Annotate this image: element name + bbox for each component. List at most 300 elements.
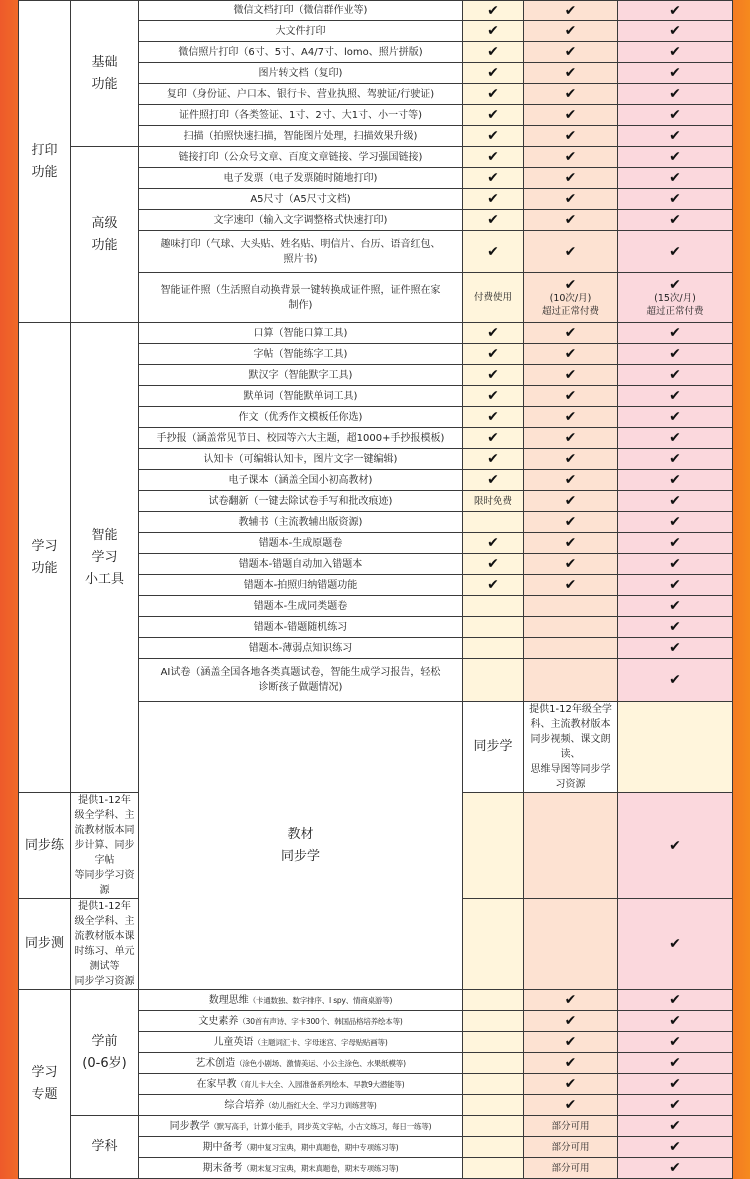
tier2-cell (524, 617, 618, 638)
feature-cell (139, 990, 463, 1011)
partial-note: 部分可用 (551, 1120, 590, 1132)
feature-label: 错题本-薄弱点知识练习 (248, 642, 353, 654)
check-icon: ✔ (564, 276, 577, 293)
check-icon: ✔ (564, 577, 577, 593)
check-icon: ✔ (564, 346, 577, 362)
category-label: 教材 同步学 (280, 826, 320, 864)
tier1-cell (463, 1158, 524, 1179)
feature-cell (139, 407, 463, 428)
feature-label: AI试卷（涵盖全国各地各类真题试卷，智能生成学习报告，轻松 诊断孩子做题情况) (160, 667, 441, 693)
check-icon: ✔ (487, 409, 499, 425)
overage-note: 超过正常付费 (646, 305, 704, 317)
tier2-cell (524, 63, 618, 84)
check-icon: ✔ (564, 243, 577, 260)
tier1-cell (463, 344, 524, 365)
tier3-cell (618, 899, 733, 990)
feature-label: 错题本-拍照归纳错题功能 (243, 579, 358, 591)
table-row (19, 323, 733, 344)
check-icon: ✔ (669, 388, 681, 404)
feature-label: 链接打印（公众号文章、百度文章链接、学习强国链接) (178, 151, 423, 163)
tier2-cell (524, 126, 618, 147)
tier2-cell (524, 189, 618, 210)
tier1-cell (463, 323, 524, 344)
check-icon: ✔ (669, 514, 681, 530)
check-icon: ✔ (564, 325, 577, 341)
feature-label: 图片转文档（复印) (258, 67, 343, 79)
tier3-cell (618, 21, 733, 42)
check-icon: ✔ (487, 128, 499, 144)
tier2-cell (524, 147, 618, 168)
check-icon: ✔ (669, 276, 681, 293)
tier2-cell (524, 386, 618, 407)
feature-comparison-table (18, 0, 733, 1179)
feature-cell (139, 1032, 463, 1053)
tier2-cell (524, 659, 618, 702)
check-icon: ✔ (669, 409, 681, 425)
feature-label: 微信照片打印（6寸、5寸、A4/7寸、lomo、照片拼版) (178, 46, 423, 58)
tier1-cell (463, 189, 524, 210)
check-icon: ✔ (564, 493, 577, 509)
feature-cell (139, 323, 463, 344)
check-icon: ✔ (487, 107, 499, 123)
tier2-cell (524, 990, 618, 1011)
check-icon: ✔ (487, 212, 499, 228)
tier3-cell (618, 126, 733, 147)
feature-label: 期末备考 (202, 1162, 243, 1174)
check-icon: ✔ (564, 1034, 577, 1050)
feature-label: 教辅书（主流教辅出版资源) (238, 516, 363, 528)
tier1-cell (463, 105, 524, 126)
tier3-cell (618, 554, 733, 575)
tier2-cell (524, 1095, 618, 1116)
feature-cell (139, 512, 463, 533)
feature-cell (139, 1011, 463, 1032)
subcategory-label: 智能 学习 小工具 (84, 527, 124, 587)
feature-cell (139, 1053, 463, 1074)
tier3-cell (618, 1032, 733, 1053)
subcategory-label: 学前 (0-6岁) (82, 1033, 127, 1071)
tier2-cell (524, 365, 618, 386)
check-icon: ✔ (669, 577, 681, 593)
feature-label: 综合培养 (224, 1099, 265, 1111)
tier2-cell (524, 533, 618, 554)
tier3-cell (618, 449, 733, 470)
check-icon: ✔ (669, 1139, 681, 1155)
feature-label: 手抄报（涵盖常见节日、校园等六大主题，超1000+手抄报模板) (156, 432, 445, 444)
tier3-cell (618, 1116, 733, 1137)
subcategory-label: 学科 (91, 1139, 118, 1154)
feature-label: 默汉字（智能默字工具) (248, 369, 353, 381)
subcategory-label: 同步学 (473, 739, 513, 754)
tier3-cell (618, 231, 733, 273)
tier3-cell (618, 1137, 733, 1158)
tier1-cell (463, 365, 524, 386)
tier3-cell (618, 596, 733, 617)
tier1-cell (463, 1053, 524, 1074)
check-icon: ✔ (564, 556, 577, 572)
check-icon: ✔ (669, 44, 681, 60)
tier1-cell (463, 386, 524, 407)
subcategory-preschool (71, 990, 139, 1116)
feature-label: 错题本-错题自动加入错题本 (238, 558, 363, 570)
check-icon: ✔ (487, 191, 499, 207)
tier1-cell (463, 231, 524, 273)
feature-label: 提供1-12年级全学科、主流教材版本同步计算、同步字帖 等同步学习资源 (74, 795, 135, 896)
check-icon: ✔ (564, 1076, 577, 1092)
tier1-cell (463, 533, 524, 554)
tier3-cell (618, 1, 733, 21)
check-icon: ✔ (564, 212, 577, 228)
tier2-cell (524, 323, 618, 344)
check-icon: ✔ (564, 107, 577, 123)
tier3-cell (618, 533, 733, 554)
feature-label: 扫描（拍照快速扫描，智能图片处理，扫描效果升级) (183, 130, 418, 142)
feature-label: 错题本-生成同类题卷 (253, 600, 348, 612)
check-icon: ✔ (669, 1097, 681, 1113)
tier3-cell (618, 793, 733, 899)
tier1-cell (463, 84, 524, 105)
category-topic (19, 990, 71, 1179)
feature-detail: （主题词汇卡、字母迷宫、字母贴贴画等) (253, 1037, 388, 1047)
tier1-cell (463, 1, 524, 21)
partial-note: 部分可用 (551, 1162, 590, 1174)
check-icon: ✔ (487, 325, 499, 341)
feature-detail: （30首有声诗、字卡300个、韩国品格培养绘本等) (238, 1016, 403, 1026)
feature-cell (139, 533, 463, 554)
feature-cell (139, 554, 463, 575)
tier2-cell (524, 470, 618, 491)
check-icon: ✔ (669, 107, 681, 123)
feature-cell (139, 575, 463, 596)
tier3-cell (618, 386, 733, 407)
check-icon: ✔ (487, 472, 499, 488)
feature-label: 电子发票（电子发票随时随地打印) (223, 172, 378, 184)
tier2-cell (524, 84, 618, 105)
feature-cell (71, 793, 139, 899)
tier3-cell (618, 428, 733, 449)
subcategory-tools (71, 323, 139, 793)
tier3-cell (618, 990, 733, 1011)
check-icon: ✔ (487, 2, 499, 19)
feature-cell (139, 231, 463, 273)
feature-cell (139, 638, 463, 659)
tier1-cell (463, 1032, 524, 1053)
tier1-cell (463, 428, 524, 449)
tier3-cell (618, 470, 733, 491)
feature-label: 智能证件照（生活照自动换背景一键转换成证件照，证件照在家 制作) (160, 284, 441, 311)
subcategory-subject (71, 1116, 139, 1179)
feature-cell (139, 1116, 463, 1137)
check-icon: ✔ (487, 430, 499, 446)
tier2-cell (524, 210, 618, 231)
feature-label: 微信文档打印（微信群作业等) (233, 5, 368, 16)
tier2-cell (524, 1, 618, 21)
tier2-cell (524, 793, 618, 899)
feature-detail: （卡通数独、数字排序、I spy、情商桌游等) (248, 995, 393, 1005)
check-icon: ✔ (669, 325, 681, 341)
check-icon: ✔ (564, 86, 577, 102)
feature-detail: （默写高手，计算小能手，同步英文字帖，小古文练习，每日一练等) (209, 1121, 432, 1131)
tier1-cell (463, 575, 524, 596)
check-icon: ✔ (669, 1118, 681, 1134)
tier3-cell (618, 1158, 733, 1179)
tier3-cell (618, 1053, 733, 1074)
tier2-cell (524, 231, 618, 273)
category-textbook (139, 702, 463, 990)
check-icon: ✔ (669, 1013, 681, 1029)
check-icon: ✔ (487, 149, 499, 165)
feature-label: 错题本-错题随机练习 (253, 621, 348, 633)
feature-cell (139, 1, 463, 21)
check-icon: ✔ (669, 170, 681, 186)
tier1-cell (463, 273, 524, 323)
check-icon: ✔ (487, 388, 499, 404)
feature-label: 文字速印（输入文字调整格式快速打印) (213, 214, 388, 226)
feature-cell (139, 189, 463, 210)
category-label: 打印 功能 (31, 142, 58, 180)
check-icon: ✔ (669, 86, 681, 102)
feature-label: 提供1-12年级全学科、主流教材版本同步视频、课文朗读、 思维导图等同步学习资源 (529, 704, 612, 790)
check-icon: ✔ (564, 992, 577, 1008)
check-icon: ✔ (669, 212, 681, 228)
feature-cell (71, 899, 139, 990)
check-icon: ✔ (669, 149, 681, 165)
tier3-cell (618, 1011, 733, 1032)
feature-detail: （幼儿指红大全、学习力训练营等) (264, 1100, 377, 1110)
check-icon: ✔ (487, 65, 499, 81)
tier1-cell (463, 659, 524, 702)
tier2-cell (524, 575, 618, 596)
tier1-cell (463, 1011, 524, 1032)
tier2-cell (524, 1116, 618, 1137)
tier1-cell (463, 63, 524, 84)
tier2-cell (524, 596, 618, 617)
feature-label: 艺术创造 (195, 1057, 236, 1069)
category-print (19, 1, 71, 323)
check-icon: ✔ (669, 992, 681, 1008)
tier1-cell (463, 210, 524, 231)
subcategory-tb3 (19, 899, 71, 990)
feature-cell (139, 428, 463, 449)
check-icon: ✔ (669, 672, 681, 688)
tier2-cell (524, 21, 618, 42)
check-icon: ✔ (669, 1076, 681, 1092)
feature-cell (139, 470, 463, 491)
feature-cell (139, 63, 463, 84)
check-icon: ✔ (487, 556, 499, 572)
tier2-cell (524, 1137, 618, 1158)
check-icon: ✔ (564, 451, 577, 467)
category-label: 学习 功能 (31, 538, 58, 576)
check-icon: ✔ (564, 2, 577, 19)
tier3-cell (618, 617, 733, 638)
check-icon: ✔ (487, 86, 499, 102)
check-icon: ✔ (564, 149, 577, 165)
tier3-cell (618, 105, 733, 126)
tier1-cell (463, 1095, 524, 1116)
feature-label: 口算（智能口算工具) (253, 327, 348, 339)
check-icon: ✔ (669, 619, 681, 635)
tier1-cell (463, 1074, 524, 1095)
check-icon: ✔ (669, 243, 681, 260)
check-icon: ✔ (564, 23, 577, 39)
paid-note: 付费使用 (473, 292, 512, 303)
tier1-cell (463, 42, 524, 63)
check-icon: ✔ (669, 556, 681, 572)
check-icon: ✔ (564, 1097, 577, 1113)
feature-label: 大文件打印 (275, 25, 326, 37)
category-study (19, 323, 71, 793)
check-icon: ✔ (564, 170, 577, 186)
feature-label: 复印（身份证、户口本、银行卡、营业执照、驾驶证/行驶证) (166, 88, 435, 100)
feature-label: 在家早教 (196, 1078, 237, 1090)
feature-label: 认知卡（可编辑认知卡，图片文字一键编辑) (203, 453, 398, 465)
check-icon: ✔ (669, 1055, 681, 1071)
feature-cell (139, 273, 463, 323)
feature-cell (139, 1095, 463, 1116)
tier3-cell (618, 63, 733, 84)
tier3-cell (618, 273, 733, 323)
check-icon: ✔ (487, 170, 499, 186)
tier1-cell (463, 449, 524, 470)
check-icon: ✔ (669, 936, 681, 952)
tier1-cell (463, 491, 524, 512)
check-icon: ✔ (487, 367, 499, 383)
tier2-cell (524, 42, 618, 63)
check-icon: ✔ (669, 367, 681, 383)
check-icon: ✔ (669, 65, 681, 81)
feature-cell (139, 126, 463, 147)
table-row (19, 990, 733, 1011)
partial-note: 部分可用 (551, 1141, 590, 1153)
tier1-cell (463, 554, 524, 575)
tier2-cell (524, 1011, 618, 1032)
check-icon: ✔ (669, 191, 681, 207)
tier1-cell (463, 638, 524, 659)
feature-cell (139, 147, 463, 168)
tier3-cell (618, 42, 733, 63)
tier3-cell (618, 189, 733, 210)
check-icon: ✔ (669, 451, 681, 467)
check-icon: ✔ (564, 128, 577, 144)
tier2-cell (524, 428, 618, 449)
tier1-cell (463, 168, 524, 189)
tier1-cell (463, 1137, 524, 1158)
tier1-cell (463, 899, 524, 990)
feature-label: A5尺寸（A5尺寸文档) (250, 193, 351, 205)
tier2-cell (524, 105, 618, 126)
check-icon: ✔ (669, 837, 681, 854)
check-icon: ✔ (487, 535, 499, 551)
feature-label: 试卷翻新（一键去除试卷手写和批改痕迹) (208, 495, 393, 507)
feature-detail: （期中复习宝典，期中真题卷，期中专项练习等) (242, 1142, 399, 1152)
feature-cell (139, 42, 463, 63)
feature-cell (139, 84, 463, 105)
feature-cell (139, 596, 463, 617)
tier3-cell (618, 575, 733, 596)
tier1-cell (463, 126, 524, 147)
tier3-cell (618, 365, 733, 386)
check-icon: ✔ (564, 367, 577, 383)
subcategory-label: 同步测 (24, 936, 64, 951)
tier1-cell (618, 702, 733, 793)
tier3-cell (618, 1074, 733, 1095)
feature-label: 文史素养 (198, 1015, 239, 1027)
subcategory-label: 高级 功能 (91, 215, 118, 253)
check-icon: ✔ (487, 243, 499, 260)
check-icon: ✔ (669, 346, 681, 362)
limited-free-note: 限时免费 (473, 495, 512, 507)
check-icon: ✔ (669, 598, 681, 614)
tier2-cell (524, 273, 618, 323)
tier1-cell (463, 1116, 524, 1137)
tier2-cell (524, 638, 618, 659)
feature-label: 错题本-生成原题卷 (258, 537, 343, 549)
table-row (19, 147, 733, 168)
feature-cell (139, 365, 463, 386)
tier1-cell (463, 21, 524, 42)
tier2-cell (524, 1032, 618, 1053)
overage-note: 超过正常付费 (541, 305, 599, 317)
check-icon: ✔ (669, 128, 681, 144)
tier2-cell (524, 168, 618, 189)
tier3-cell (618, 168, 733, 189)
feature-cell (139, 1158, 463, 1179)
feature-cell (139, 449, 463, 470)
feature-cell (139, 659, 463, 702)
check-icon: ✔ (669, 472, 681, 488)
tier2-cell (524, 449, 618, 470)
feature-cell (139, 105, 463, 126)
subcategory-tb1 (463, 702, 524, 793)
check-icon: ✔ (564, 430, 577, 446)
quota-note: (10次/月) (549, 292, 592, 304)
table-row (19, 1116, 733, 1137)
tier2-cell (524, 554, 618, 575)
feature-label: 提供1-12年级全学科、主流教材版本课时练习、单元测试等 同步学习资源 (74, 901, 135, 987)
tier1-cell (463, 470, 524, 491)
tier3-cell (618, 210, 733, 231)
check-icon: ✔ (669, 640, 681, 656)
check-icon: ✔ (487, 577, 499, 593)
feature-detail: （涂色小剧场、激情美运、小公主涂色、水果纸模等) (235, 1058, 406, 1068)
feature-label: 同步教学 (169, 1120, 210, 1132)
feature-cell (139, 210, 463, 231)
feature-label: 字帖（智能练字工具) (253, 348, 348, 360)
tier3-cell (618, 491, 733, 512)
tier1-cell (463, 990, 524, 1011)
tier1-cell (463, 617, 524, 638)
feature-label: 证件照打印（各类签证、1寸、2寸、大1寸、小一寸等) (179, 109, 422, 121)
tier2-cell (524, 512, 618, 533)
check-icon: ✔ (564, 191, 577, 207)
feature-label: 作文（优秀作文模板任你选) (238, 411, 363, 423)
feature-detail: （期末复习宝典，期末真题卷，期末专项练习等) (242, 1163, 399, 1173)
check-icon: ✔ (669, 23, 681, 39)
subcategory-label: 同步练 (24, 837, 64, 853)
check-icon: ✔ (564, 514, 577, 530)
check-icon: ✔ (669, 535, 681, 551)
tier2-cell (524, 1074, 618, 1095)
check-icon: ✔ (564, 409, 577, 425)
feature-label: 电子课本（涵盖全国小初高教材) (228, 474, 373, 486)
tier2-cell (524, 1158, 618, 1179)
feature-cell (139, 344, 463, 365)
tier3-cell (618, 512, 733, 533)
check-icon: ✔ (669, 1160, 681, 1176)
feature-cell (139, 1137, 463, 1158)
feature-cell (139, 1074, 463, 1095)
